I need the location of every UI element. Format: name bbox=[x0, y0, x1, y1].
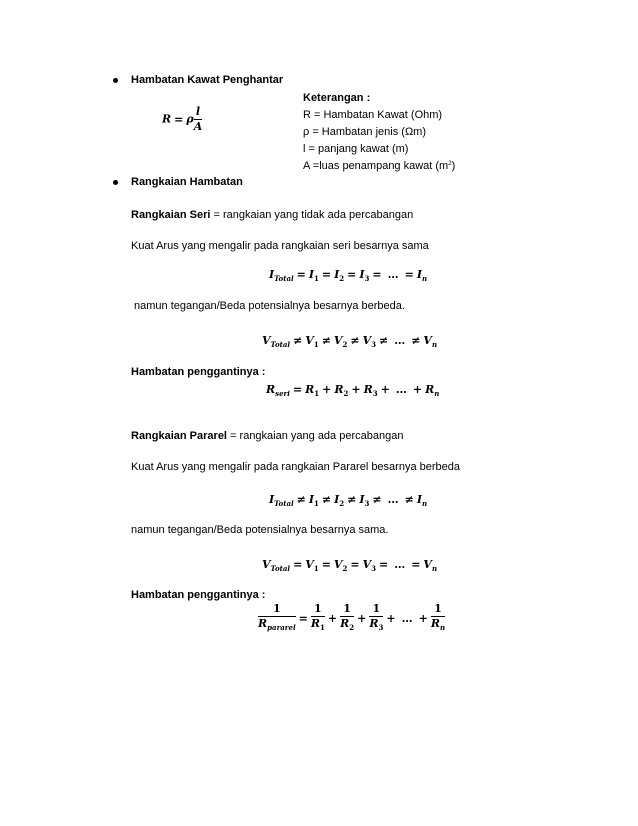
keterangan-line: l = panjang kawat (m) bbox=[303, 143, 409, 155]
seri-pengganti-label: Hambatan penggantinya : bbox=[131, 366, 266, 378]
seri-definition: Rangkaian Seri = rangkaian yang tidak ada percabangan bbox=[131, 209, 414, 221]
formula-pararel-tegangan: $V_{Total} = V_1 = V_2 = V_3$ = … = $V_n$ bbox=[262, 558, 438, 573]
keterangan-line: A =luas penampang kawat $(m^2)$ bbox=[303, 160, 456, 172]
pararel-arus-text: Kuat Arus yang mengalir pada rangkaian Pararel besarnya berbeda bbox=[131, 461, 460, 473]
formula-seri-tegangan: $V_{Total} \ne V_1 \ne V_2 \ne V_3$ ≠ … ≠ $V_n$ bbox=[262, 334, 438, 349]
formula-seri-pengganti: $R_{seri} = R_1 + R_2 + R_3$ + … + $R_n$ bbox=[266, 383, 440, 398]
bullet-icon bbox=[113, 180, 118, 185]
formula-seri-arus: $I_{Total} = I_1 = I_2 = I_3$ = … = $I_n$ bbox=[269, 268, 428, 283]
formula-pararel-arus: $I_{Total} \ne I_1 \ne I_2 \ne I_3$ ≠ … ≠ $I_n$ bbox=[269, 493, 428, 508]
section-heading-hambatan-kawat: Hambatan Kawat Penghantar bbox=[131, 74, 284, 86]
pararel-definition: Rangkaian Pararel = rangkaian yang ada percabangan bbox=[131, 430, 404, 442]
bullet-icon bbox=[113, 78, 118, 83]
formula-hambatan-kawat: R = ρ $\frac{l}{A}$ bbox=[162, 105, 203, 133]
formula-pararel-pengganti: $\frac{1}{R_{pararel}}$ = $\frac{1}{R_1}$ + $\frac{1}{R_2}$ + $\frac{1}{R_3}$ + … + $\frac{1}{R_n}$ bbox=[258, 602, 446, 632]
section-heading-rangkaian-hambatan: Rangkaian Hambatan bbox=[131, 176, 243, 188]
keterangan-line: R = Hambatan Kawat (Ohm) bbox=[303, 109, 443, 121]
seri-tegangan-text: namun tegangan/Beda potensialnya besarnya berbeda. bbox=[134, 300, 405, 312]
pararel-pengganti-label: Hambatan penggantinya : bbox=[131, 589, 266, 601]
pararel-tegangan-text: namun tegangan/Beda potensialnya besarnya sama. bbox=[131, 524, 389, 536]
keterangan-title: Keterangan : bbox=[303, 92, 371, 104]
seri-arus-text: Kuat Arus yang mengalir pada rangkaian seri besarnya sama bbox=[131, 240, 429, 252]
keterangan-line: ρ = Hambatan jenis (Ωm) bbox=[303, 126, 426, 138]
